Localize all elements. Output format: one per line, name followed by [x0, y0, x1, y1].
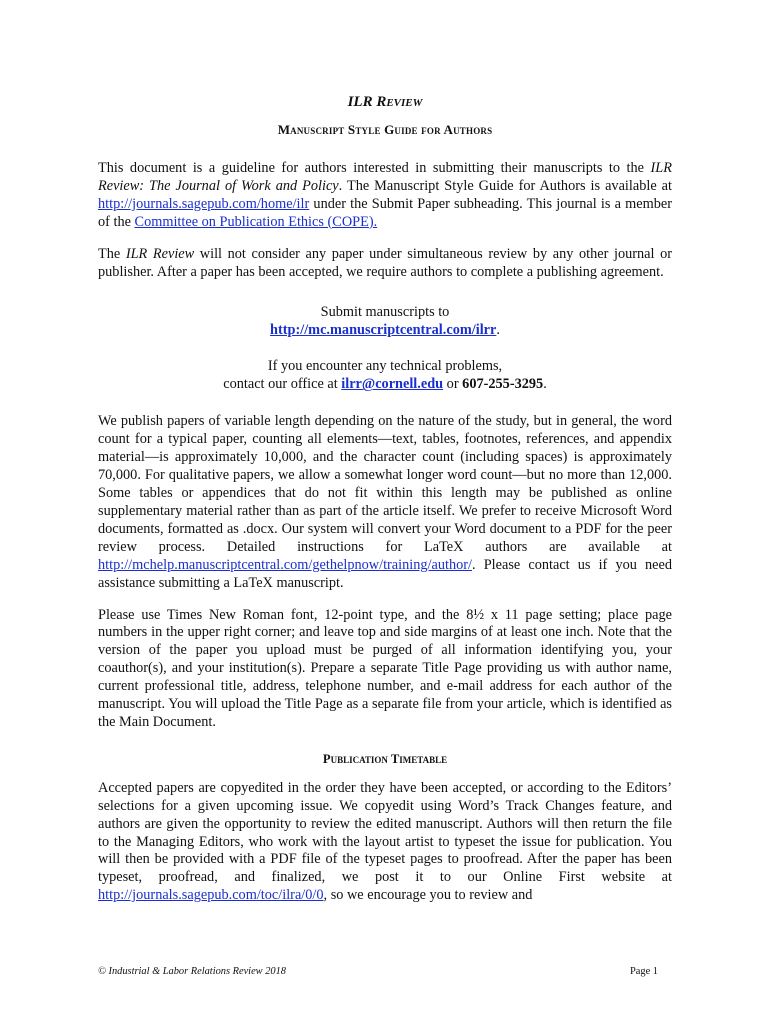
technical-problems-line: If you encounter any technical problems,	[267, 358, 503, 375]
journal-name: ILR Review: The Journal of Work and Policy	[98, 160, 672, 194]
copyright-notice: © Industrial & Labor Relations Review 2018	[98, 966, 286, 977]
submission-block	[98, 303, 672, 393]
cope-link[interactable]: Committee on Publication Ethics (COPE).	[134, 213, 378, 230]
contact-phone: 607-255-3295	[462, 376, 544, 393]
manuscript-central-link[interactable]: http://mc.manuscriptcentral.com/ilrr	[270, 322, 497, 339]
intro-paragraph: This document is a guideline for authors interested in submitting their manuscripts to the ILR Review: The Journal of Work and Policy. The Manuscript Style Guide for Authors is available at http://journals.sagepub.com/home/ilr under the Submit Paper subheading. This journal is a member of the Committee on Publication Ethics (COPE).	[98, 160, 672, 230]
latex-help-link[interactable]: http://mchelp.manuscriptcentral.com/gethelpnow/training/author/	[98, 556, 473, 573]
online-first-link[interactable]: http://journals.sagepub.com/toc/ilra/0/0	[98, 887, 324, 904]
page-footer	[98, 966, 658, 977]
submit-line: Submit manuscripts to	[320, 304, 450, 321]
journal-short-name: ILR Review	[125, 245, 195, 262]
document-title: ILR Review	[347, 94, 423, 110]
contact-line: contact our office at ilrr@cornell.edu or 607-255-3295.	[223, 376, 547, 393]
publication-timetable-heading: Publication Timetable	[322, 751, 448, 766]
contact-email-link[interactable]: ilrr@cornell.edu	[341, 376, 444, 393]
length-paragraph: We publish papers of variable length depending on the nature of the study, but in general, the word count for a typical paper, counting all elements—text, tables, footnotes, references, and appendix material—is approximately 10,000, and the character count (including spaces) is approximately 70,000. For qualitative papers, we allow a somewhat longer word count—but no more than 12,000. Some tables or appendices that do not fit within this length may be published as online supplementary material rather than as part of the article itself. We prefer to receive Microsoft Word documents, formatted as .docx. Our system will convert your Word document to a PDF for the peer review process. Detailed instructions for LaTeX authors are available at http://mchelp.manuscriptcentral.com/gethelpnow/training/author/. Please contact us if you need assistance submitting a LaTeX manuscript.	[98, 413, 672, 591]
formatting-paragraph: Please use Times New Roman font, 12-point type, and the 8½ x 11 page setting; place page numbers in the upper right corner; and leave top and side margins of at least one inch. Note that the version of the paper you upload must be purged of all information identifying you, your coauthor(s), and your institution(s). Prepare a separate Title Page providing us with author name, current professional title, address, telephone number, and e-mail address for each author of the manuscript. You will upload the Title Page as a separate file from your article, which is identified as the Main Document.	[98, 606, 672, 730]
timetable-paragraph: Accepted papers are copyedited in the order they have been accepted, or according to the Editors’ selections for a given upcoming issue. We copyedit using Word’s Track Changes feature, and authors are given the opportunity to review the edited manuscript. Authors will then return the file to the Managing Editors, who work with the layout artist to typeset the issue for publication. You will then be provided with a PDF file of the typeset pages to proofread. After the paper has been typeset, proofread, and finalized, we post it to our Online First website at http://journals.sagepub.com/toc/ilra/0/0, so we encourage you to review and	[98, 779, 672, 904]
review-policy-paragraph: The ILR Review will not consider any paper under simultaneous review by any other journal or publisher. After a paper has been accepted, we require authors to complete a publishing agreement.	[98, 245, 672, 280]
page-number: Page 1	[630, 966, 658, 977]
submit-link-line: http://mc.manuscriptcentral.com/ilrr.	[270, 322, 500, 339]
document-subtitle: Manuscript Style Guide for Authors	[277, 122, 493, 137]
journal-home-link[interactable]: http://journals.sagepub.com/home/ilr	[98, 195, 310, 212]
